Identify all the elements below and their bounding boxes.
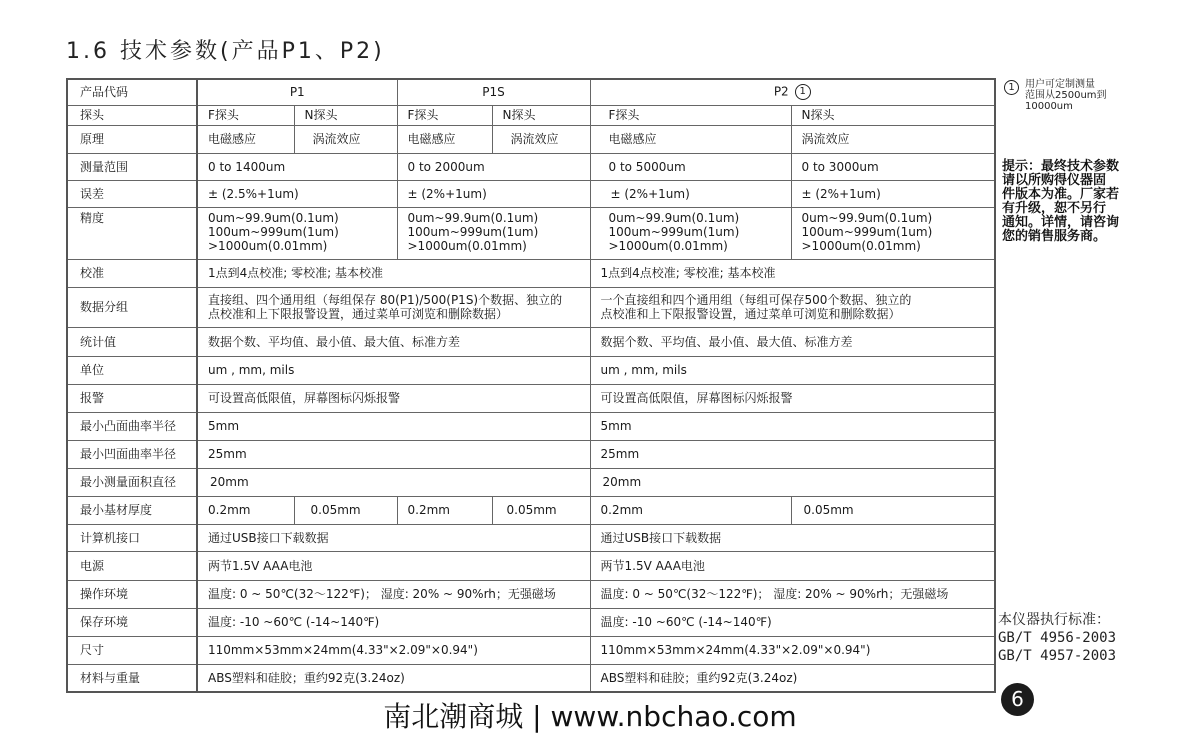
- text-line: 点校准和上下限报警设置，通过菜单可浏览和删除数据）: [208, 307, 509, 321]
- table-cell: F探头: [197, 105, 294, 125]
- footnote: [1000, 79, 1190, 112]
- spec-table: [66, 78, 996, 693]
- table-cell: 5mm: [197, 412, 590, 440]
- text-line: 100um~999um(1um): [608, 224, 740, 239]
- table-row-pc-interface: [67, 524, 995, 551]
- row-label: 探头: [67, 105, 197, 125]
- tip-note: [1002, 160, 1152, 244]
- text-line: >1000um(0.01mm): [208, 238, 328, 253]
- table-row-concave: [67, 440, 995, 468]
- table-row-grouping: [67, 287, 995, 327]
- table-cell: 温度: 0 ~ 50℃(32～122℉)； 湿度: 20% ~ 90%rh；无强磁场: [197, 580, 590, 608]
- table-cell: 可设置高低限值，屏幕图标闪烁报警: [197, 384, 590, 412]
- table-cell: ABS塑料和硅胶；重约92克(3.24oz): [590, 664, 995, 692]
- table-cell: 温度: -10 ~60℃ (-14~140℉): [590, 608, 995, 636]
- text-line: >1000um(0.01mm): [608, 238, 728, 253]
- table-cell: [197, 287, 590, 327]
- text-line: >1000um(0.01mm): [407, 238, 527, 253]
- table-cell: [197, 207, 397, 259]
- row-label: 数据分组: [67, 287, 197, 327]
- text-line: 0um~99.9um(0.1um): [608, 210, 740, 225]
- table-cell: ± (2%+1um): [590, 180, 791, 207]
- text-line: 0um~99.9um(0.1um): [801, 210, 933, 225]
- table-cell: 20mm: [197, 468, 590, 496]
- standard-line: GB/T 4957-2003: [998, 648, 1117, 664]
- table-cell: 温度: 0 ~ 50℃(32～122℉)； 湿度: 20% ~ 90%rh；无强磁场: [590, 580, 995, 608]
- table-cell: 电磁感应: [397, 125, 492, 153]
- table-row-alarm: [67, 384, 995, 412]
- table-cell: 0 to 3000um: [791, 153, 995, 180]
- footnote-line: 用户可定制测量: [1025, 79, 1095, 90]
- table-row-statistics: [67, 327, 995, 356]
- text-line: >1000um(0.01mm): [801, 238, 921, 253]
- table-cell: [590, 287, 995, 327]
- page-number: 6: [1001, 683, 1034, 716]
- col-header-p2-label: P2: [773, 84, 789, 99]
- table-cell: 5mm: [590, 412, 995, 440]
- table-cell: 0.2mm: [397, 496, 492, 524]
- row-label: 校准: [67, 259, 197, 287]
- table-row-error: [67, 180, 995, 207]
- table-row-operating: [67, 580, 995, 608]
- text-line: 100um~999um(1um): [208, 224, 339, 239]
- table-cell: 可设置高低限值，屏幕图标闪烁报警: [590, 384, 995, 412]
- table-row-material: [67, 664, 995, 692]
- table-cell: 涡流效应: [791, 125, 995, 153]
- table-row-header: [67, 79, 995, 105]
- standard-line: 本仪器执行标准：: [998, 612, 1110, 628]
- table-cell: 通过USB接口下载数据: [197, 524, 590, 551]
- table-cell: N探头: [492, 105, 590, 125]
- text-line: 100um~999um(1um): [801, 224, 933, 239]
- row-label: 最小基材厚度: [67, 496, 197, 524]
- table-cell: 110mm×53mm×24mm(4.33"×2.09"×0.94"): [590, 636, 995, 664]
- row-label: 最小凸面曲率半径: [67, 412, 197, 440]
- table-cell: F探头: [590, 105, 791, 125]
- row-label: 电源: [67, 551, 197, 580]
- table-cell: ABS塑料和硅胶；重约92克(3.24oz): [197, 664, 590, 692]
- table-cell: 0 to 2000um: [397, 153, 590, 180]
- table-cell: 电磁感应: [590, 125, 791, 153]
- row-label: 最小测量面积直径: [67, 468, 197, 496]
- table-cell: 1点到4点校准; 零校准; 基本校准: [197, 259, 590, 287]
- row-label: 产品代码: [67, 79, 197, 105]
- row-label: 测量范围: [67, 153, 197, 180]
- table-cell: ± (2.5%+1um): [197, 180, 397, 207]
- table-cell: 通过USB接口下载数据: [590, 524, 995, 551]
- table-cell: um , mm, mils: [590, 356, 995, 384]
- row-label: 计算机接口: [67, 524, 197, 551]
- footnote-line: 10000um: [1025, 101, 1073, 112]
- footer-watermark: 南北潮商城 | www.nbchao.com: [383, 700, 797, 733]
- table-cell: 0 to 5000um: [590, 153, 791, 180]
- text-line: 直接组、四个通用组（每组保存 80(P1)/500(P1S)个数据、独立的: [208, 293, 563, 307]
- text-line: 100um~999um(1um): [407, 224, 539, 239]
- row-label: 精度: [67, 207, 197, 259]
- table-cell: N探头: [294, 105, 397, 125]
- table-cell: F探头: [397, 105, 492, 125]
- table-cell: 温度: -10 ~60℃ (-14~140℉): [197, 608, 590, 636]
- text-line: 0um~99.9um(0.1um): [208, 210, 339, 225]
- table-row-range: [67, 153, 995, 180]
- standard-note: [998, 611, 1198, 665]
- row-label: 原理: [67, 125, 197, 153]
- table-cell: 1点到4点校准; 零校准; 基本校准: [590, 259, 995, 287]
- table-cell: 25mm: [197, 440, 590, 468]
- table-cell: [791, 207, 995, 259]
- table-cell: um , mm, mils: [197, 356, 590, 384]
- table-cell: 0.05mm: [492, 496, 590, 524]
- table-cell: 0.2mm: [590, 496, 791, 524]
- text-line: 点校准和上下限报警设置，通过菜单可浏览和删除数据）: [600, 307, 901, 321]
- table-cell: 0.05mm: [294, 496, 397, 524]
- tip-line: 通知。详情，请咨询: [1002, 215, 1120, 230]
- table-cell: 110mm×53mm×24mm(4.33"×2.09"×0.94"): [197, 636, 590, 664]
- table-row-calibration: [67, 259, 995, 287]
- table-row-thickness: [67, 496, 995, 524]
- row-label: 误差: [67, 180, 197, 207]
- page-title: 1.6 技术参数(产品P1、P2): [66, 39, 385, 64]
- table-cell: 电磁感应: [197, 125, 294, 153]
- table-row-probe: [67, 105, 995, 125]
- tip-line: 您的销售服务商。: [1002, 229, 1107, 244]
- tip-line: 提示：最终技术参数: [1002, 159, 1120, 174]
- table-cell: ± (2%+1um): [791, 180, 995, 207]
- table-cell: ± (2%+1um): [397, 180, 590, 207]
- tip-line: 请以所购得仪器固: [1002, 173, 1107, 188]
- table-cell: 20mm: [590, 468, 995, 496]
- standard-line: GB/T 4956-2003: [998, 630, 1117, 646]
- col-header-p1: P1: [197, 79, 397, 105]
- table-row-area: [67, 468, 995, 496]
- table-row-unit: [67, 356, 995, 384]
- table-row-power: [67, 551, 995, 580]
- table-cell: 两节1.5V AAA电池: [590, 551, 995, 580]
- table-row-precision: [67, 207, 995, 259]
- tip-line: 件版本为准。厂家若: [1002, 187, 1120, 202]
- text-line: 0um~99.9um(0.1um): [407, 210, 539, 225]
- table-cell: 0.2mm: [197, 496, 294, 524]
- table-row-convex: [67, 412, 995, 440]
- col-header-p1s: P1S: [397, 79, 590, 105]
- row-label: 保存环境: [67, 608, 197, 636]
- table-cell: 25mm: [590, 440, 995, 468]
- footnote-marker: 1: [795, 84, 811, 100]
- text-line: 一个直接组和四个通用组（每组可保存500个数据、独立的: [600, 293, 912, 307]
- table-cell: N探头: [791, 105, 995, 125]
- row-label: 单位: [67, 356, 197, 384]
- tip-line: 有升级，恕不另行: [1002, 201, 1107, 216]
- table-cell: 涡流效应: [492, 125, 590, 153]
- table-cell: 涡流效应: [294, 125, 397, 153]
- table-cell: 两节1.5V AAA电池: [197, 551, 590, 580]
- footnote-marker: 1: [1004, 80, 1019, 95]
- row-label: 操作环境: [67, 580, 197, 608]
- row-label: 材料与重量: [67, 664, 197, 692]
- table-row-size: [67, 636, 995, 664]
- table-row-storage: [67, 608, 995, 636]
- table-cell: 数据个数、平均值、最小值、最大值、标准方差: [197, 327, 590, 356]
- table-cell: [590, 207, 791, 259]
- row-label: 统计值: [67, 327, 197, 356]
- table-row-principle: [67, 125, 995, 153]
- footnote-line: 范围从2500um到: [1025, 90, 1107, 101]
- row-label: 最小凹面曲率半径: [67, 440, 197, 468]
- col-header-p2: [590, 79, 995, 105]
- row-label: 报警: [67, 384, 197, 412]
- table-cell: 0 to 1400um: [197, 153, 397, 180]
- table-cell: [397, 207, 590, 259]
- row-label: 尺寸: [67, 636, 197, 664]
- table-cell: 数据个数、平均值、最小值、最大值、标准方差: [590, 327, 995, 356]
- table-cell: 0.05mm: [791, 496, 995, 524]
